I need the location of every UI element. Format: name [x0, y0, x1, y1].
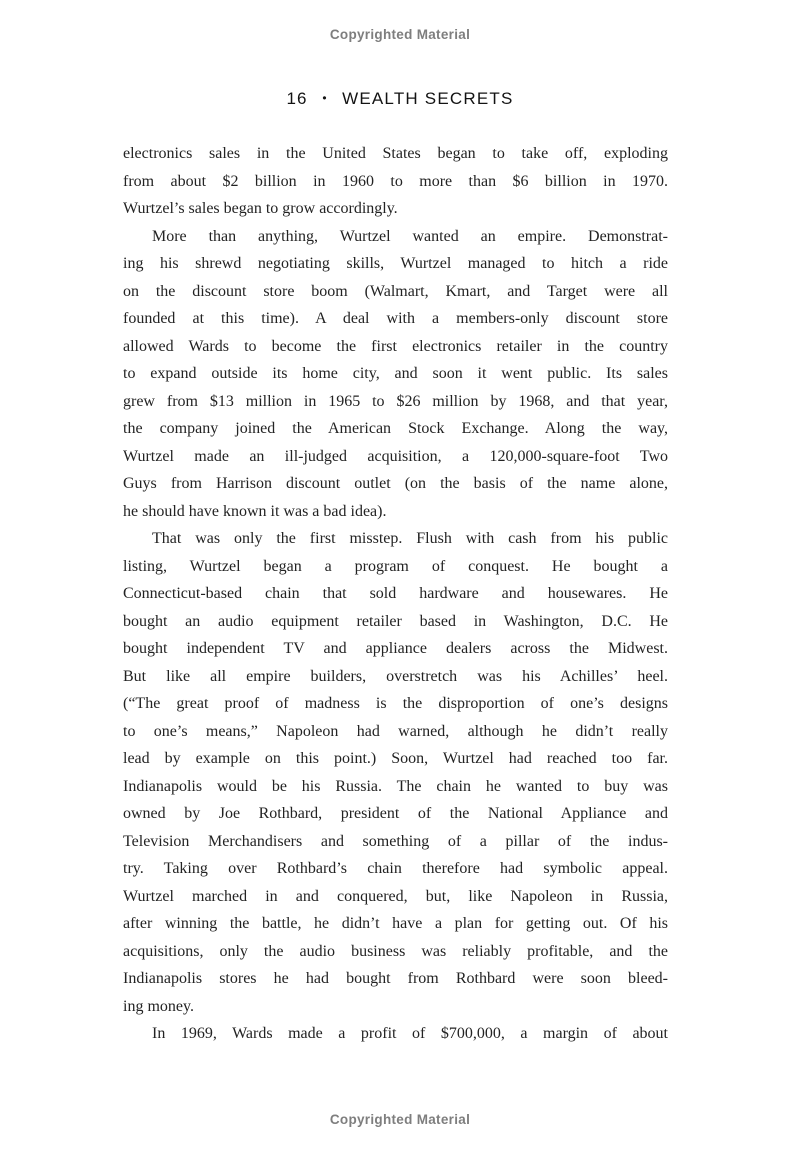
text-line: Indianapolis would be his Russia. The chain he wanted to buy was	[123, 777, 668, 795]
copyright-notice-bottom: Copyrighted Material	[329, 1112, 471, 1127]
text-line: to expand outside its home city, and soon it went public. Its sales	[123, 365, 668, 382]
text-line: after winning the battle, he didn’t have a plan for getting out. Of his	[123, 915, 668, 932]
text-line: owned by Joe Rothbard, president of the National Appliance and	[123, 805, 668, 822]
text-line: ing his shrewd negotiating skills, Wurtzel managed to hitch a ride	[123, 255, 668, 272]
text-line: allowed Wards to become the first electronics retailer in the country	[123, 337, 668, 355]
text-line: try. Taking over Rothbard’s chain therefore had symbolic appeal.	[123, 860, 668, 877]
text-line: bought an audio equipment retailer based in Washington, D.C. He	[123, 612, 668, 630]
text-line: he should have known it was a bad idea).	[123, 502, 387, 520]
running-header	[0, 89, 800, 109]
text-line: (“The great proof of madness is the disproportion of one’s designs	[123, 695, 668, 712]
text-line: In 1969, Wards made a profit of $700,000, a margin of about	[152, 1025, 668, 1042]
text-line: Wurtzel’s sales began to grow accordingly.	[123, 200, 398, 217]
text-line: Indianapolis stores he had bought from Rothbard were soon bleed-	[123, 970, 668, 987]
text-line: Wurtzel marched in and conquered, but, like Napoleon in Russia,	[123, 887, 668, 905]
text-line: acquisitions, only the audio business was reliably profitable, and the	[123, 942, 668, 960]
text-line: lead by example on this point.) Soon, Wurtzel had reached too far.	[123, 750, 668, 767]
text-line: Television Merchandisers and something of a pillar of the indus-	[123, 832, 668, 850]
page-body-text	[123, 140, 668, 1048]
book-title: WEALTH SECRETS	[342, 89, 514, 108]
text-line: listing, Wurtzel began a program of conquest. He bought a	[123, 557, 668, 575]
text-line: the company joined the American Stock Exchange. Along the way,	[123, 420, 668, 437]
text-line: to one’s means,” Napoleon had warned, although he didn’t really	[123, 722, 668, 740]
text-line: from about $2 billion in 1960 to more than $6 billion in 1970.	[123, 172, 668, 190]
text-line: More than anything, Wurtzel wanted an empire. Demonstrat-	[152, 227, 668, 245]
text-line: founded at this time). A deal with a members-only discount store	[123, 310, 668, 327]
copyright-notice-top: Copyrighted Material	[329, 27, 471, 42]
text-line: on the discount store boom (Walmart, Kmart, and Target were all	[123, 282, 668, 300]
bullet-separator-icon: •	[322, 91, 328, 105]
text-line: Connecticut-based chain that sold hardware and housewares. He	[123, 585, 668, 602]
text-line: bought independent TV and appliance dealers across the Midwest.	[123, 640, 668, 657]
text-line: grew from $13 million in 1965 to $26 million by 1968, and that year,	[123, 392, 668, 410]
text-line: Guys from Harrison discount outlet (on the basis of the name alone,	[123, 475, 668, 492]
page-number: 16	[286, 89, 308, 108]
text-line: Wurtzel made an ill-judged acquisition, a 120,000-square-foot Two	[123, 447, 668, 465]
text-line: ing money.	[123, 997, 194, 1015]
text-line: But like all empire builders, overstretch was his Achilles’ heel.	[123, 667, 668, 685]
text-line: electronics sales in the United States began to take off, exploding	[123, 145, 668, 162]
text-line: That was only the first misstep. Flush with cash from his public	[152, 530, 668, 547]
